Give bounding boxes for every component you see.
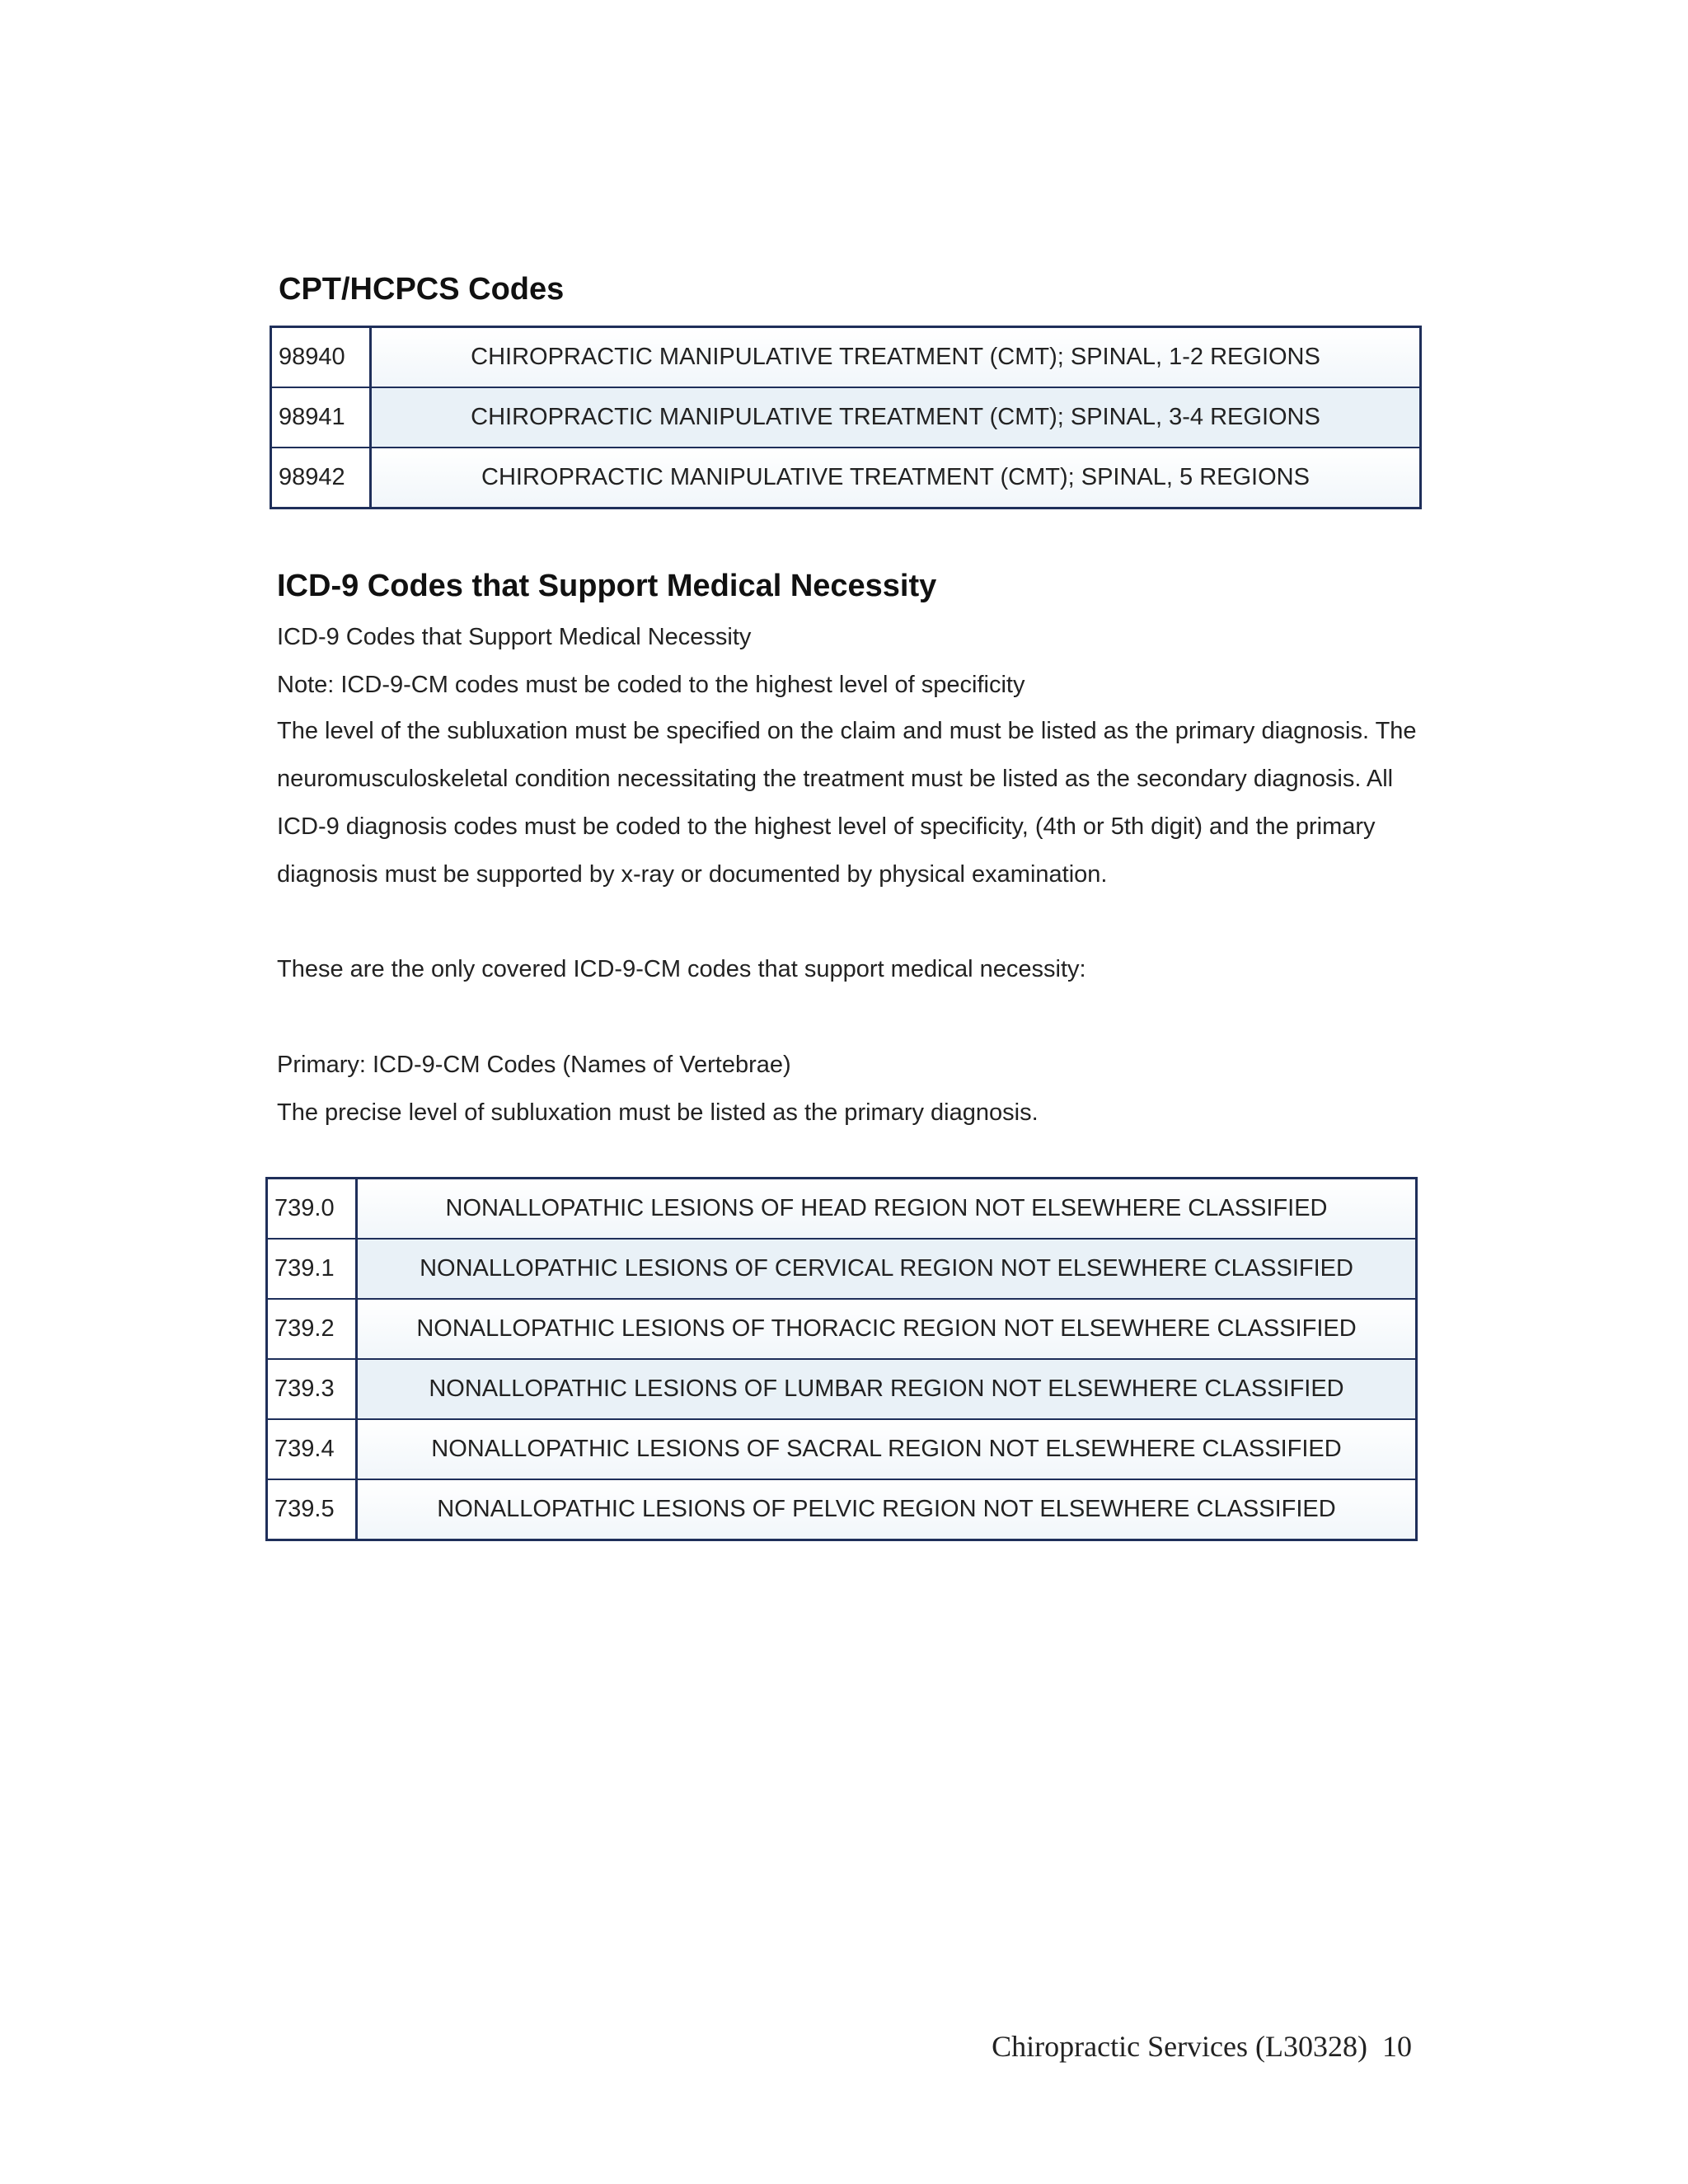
- description-cell: NONALLOPATHIC LESIONS OF SACRAL REGION NOT ELSEWHERE CLASSIFIED: [357, 1419, 1417, 1479]
- description-cell: CHIROPRACTIC MANIPULATIVE TREATMENT (CMT); SPINAL, 5 REGIONS: [371, 448, 1421, 509]
- covered-codes-intro: These are the only covered ICD-9-CM codes that support medical necessity:: [277, 956, 1086, 982]
- code-cell: 739.5: [267, 1479, 357, 1540]
- description-cell: NONALLOPATHIC LESIONS OF THORACIC REGION NOT ELSEWHERE CLASSIFIED: [357, 1299, 1417, 1359]
- code-cell: 98941: [271, 387, 371, 448]
- primary-codes-label: Primary: ICD-9-CM Codes (Names of Vertebrae): [277, 1052, 791, 1078]
- table-row: [267, 1179, 1417, 1240]
- page-number: 10: [1382, 2030, 1412, 2063]
- description-cell: NONALLOPATHIC LESIONS OF CERVICAL REGION NOT ELSEWHERE CLASSIFIED: [357, 1239, 1417, 1299]
- table-row: [267, 1299, 1417, 1359]
- table-row: [267, 1239, 1417, 1299]
- icd9-heading: ICD-9 Codes that Support Medical Necessity: [277, 569, 937, 603]
- table-row: [271, 448, 1421, 509]
- description-cell: CHIROPRACTIC MANIPULATIVE TREATMENT (CMT); SPINAL, 3-4 REGIONS: [371, 387, 1421, 448]
- code-cell: 739.0: [267, 1179, 357, 1240]
- icd9-subheading: ICD-9 Codes that Support Medical Necessity: [277, 624, 752, 650]
- description-cell: NONALLOPATHIC LESIONS OF LUMBAR REGION NOT ELSEWHERE CLASSIFIED: [357, 1359, 1417, 1419]
- cpt-hcpcs-heading: CPT/HCPCS Codes: [279, 272, 565, 307]
- table-row: [267, 1479, 1417, 1540]
- table-row: [267, 1419, 1417, 1479]
- page-footer: [992, 2029, 1412, 2064]
- description-cell: CHIROPRACTIC MANIPULATIVE TREATMENT (CMT); SPINAL, 1-2 REGIONS: [371, 327, 1421, 388]
- table-row: [271, 327, 1421, 388]
- footer-title: Chiropractic Services (L30328): [992, 2030, 1367, 2063]
- icd9-body-paragraph: The level of the subluxation must be specified on the claim and must be listed as the primary diagnosis. The neuromusculoskeletal condition necessitating the treatment must be listed as the secondary diagnosis. All ICD-9 diagnosis codes must be coded to the highest level of specificity, (4th or 5th digit) and the primary diagnosis must be supported by x-ray or documented by physical examination.: [277, 718, 1417, 888]
- description-cell: NONALLOPATHIC LESIONS OF PELVIC REGION NOT ELSEWHERE CLASSIFIED: [357, 1479, 1417, 1540]
- code-cell: 739.4: [267, 1419, 357, 1479]
- icd9-note: Note: ICD-9-CM codes must be coded to the highest level of specificity: [277, 672, 1025, 698]
- description-cell: NONALLOPATHIC LESIONS OF HEAD REGION NOT ELSEWHERE CLASSIFIED: [357, 1179, 1417, 1240]
- cpt-codes-table: [270, 326, 1422, 509]
- icd9-codes-table: [265, 1177, 1418, 1541]
- code-cell: 98940: [271, 327, 371, 388]
- code-cell: 98942: [271, 448, 371, 509]
- code-cell: 739.3: [267, 1359, 357, 1419]
- code-cell: 739.2: [267, 1299, 357, 1359]
- table-row: [271, 387, 1421, 448]
- table-row: [267, 1359, 1417, 1419]
- primary-codes-note: The precise level of subluxation must be listed as the primary diagnosis.: [277, 1099, 1039, 1126]
- code-cell: 739.1: [267, 1239, 357, 1299]
